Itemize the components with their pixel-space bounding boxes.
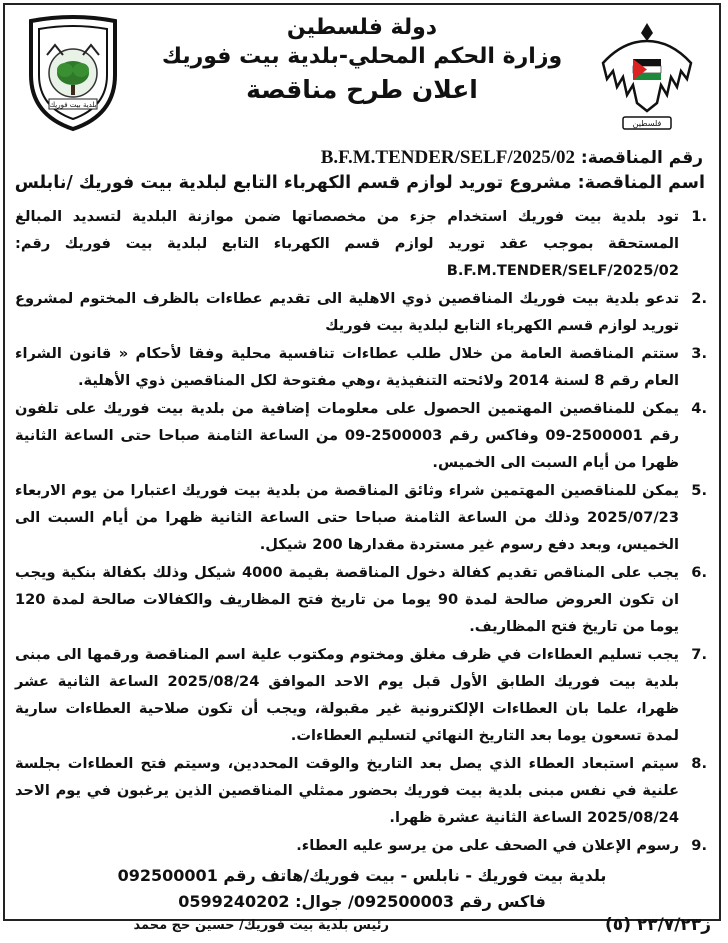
announcement-title: اعلان طرح مناقصة: [246, 75, 478, 104]
municipality-logo-icon: [23, 15, 123, 133]
municipality-logo-caption: بلدية بيت فوريك: [49, 101, 97, 109]
eagle-emblem-icon: [593, 19, 701, 137]
list-item: 9. رسوم الإعلان في الصحف على من يرسو عليه العطاء.: [296, 837, 707, 854]
list-item: 7. يجب تسليم العطاءات في ظرف مغلق ومختوم ومكتوب علية اسم المناقصة ورقمها الى مبنى بلدية بيت فوريك الطابق الأول قبل يوم الاحد الموافق 2025/08/24 الساعة الثانية عشر ظهرا، علما بان العطاءات الإلكترونية غير مقبولة، ويجب أن تكون صلاحية العطاءات سارية لمدة تسعون يوما بعد التاريخ النهائي لتسليم العطاءات.: [15, 646, 707, 744]
list-item: 1. تود بلدية بيت فوريك استخدام جزء من مخصصاتها ضمن موازنة البلدية لتسديد المبالغ المستحقة بموجب عقد توريد لوازم قسم الكهرباء التابع لبلدية بيت فوريك رقم: B.F.M.TENDER/SELF/2025/02: [15, 208, 707, 279]
list-item: 3. ستتم المناقصة العامة من خلال طلب عطاءات تنافسية محلية وفقا لأحكام « قانون الشراء العام رقم 8 لسنة 2014 ولائحته التنفيذية ،وهي مفتوحة لكل المناقصين ذوي الأهلية.: [15, 345, 707, 389]
terms-list: [5, 203, 719, 859]
project-title: اسم المناقصة: مشروع توريد لوازم قسم الكهرباء التابع لبلدية بيت فوريك /نابلس: [14, 173, 705, 193]
fax-line: فاكس رقم 092500003/ جوال: 0599240202: [178, 892, 546, 911]
list-item: 8. سيتم استبعاد العطاء الذي يصل بعد التاريخ والوقت المحددين، وسيتم فتح العطاءات بجلسة علنية في نفس مبنى بلدية بيت فوريك بحضور ممثلي المناقصين الذين يرغبون في يوم الاحد 2025/08/24 الساعة الثانية عشرة ظهرا.: [15, 755, 707, 826]
header-titles: [135, 13, 589, 104]
signature: رئيس بلدية بيت فوريك/ حسين حج محمد: [133, 918, 389, 933]
tender-announcement: [3, 3, 721, 935]
tender-number-label: رقم المناقصة:: [580, 148, 703, 168]
list-item: 2. تدعو بلدية بيت فوريك المناقصين ذوي الاهلية الى تقديم عطاءات بالظرف المختوم لمشروع توريد لوازم قسم الكهرباء التابع لبلدية بيت فوريك: [15, 290, 707, 334]
list-item: 6. يجب على المناقص تقديم كفالة دخول المناقصة بقيمة 4000 شيكل وذلك بكفالة بنكية ويجب ان تكون العروض صالحة لمدة 90 يوما من تاريخ فتح المظاريف والكفالات صالحة لمدة 120 يوما من تاريخ فتح المظاريف.: [15, 564, 707, 635]
list-item: 4. يمكن للمناقصين المهتمين الحصول على معلومات إضافية من بلدية بيت فوريك على تلفون رقم 2500001-09 وفاكس رقم 2500003-09 من الساعة الثامنة صباحا حتى الساعة الثانية ظهرا من أيام السبت الى الخميس.: [15, 400, 707, 471]
eagle-emblem-caption: فلسطين: [632, 119, 662, 128]
ministry-title: وزارة الحكم المحلي-بلدية بيت فوريك: [161, 44, 563, 69]
header: [5, 5, 719, 145]
signature-row: [5, 915, 719, 943]
flag-shield-icon: [633, 59, 661, 80]
publication-ref: ز٢٣/٧/٢٣ (٥): [605, 915, 711, 935]
contact-footer: [5, 863, 719, 915]
tender-number-code: B.F.M.TENDER/SELF/2025/02: [320, 147, 575, 168]
list-item: 5. يمكن للمناقصين المهتمين شراء وثائق المناقصة من بلدية بيت فوريك اعتبارا من يوم الاربعاء 2025/07/23 وذلك من الساعة الثامنة صباحا حتى الساعة الثانية ظهرا من أيام السبت الى الخميس، وبعد دفع رسوم غير مستردة مقدارها 200 شيكل.: [15, 482, 707, 553]
state-title: دولة فلسطين: [286, 15, 438, 40]
address-line: بلدية بيت فوريك - نابلس - بيت فوريك/هاتف رقم 092500001: [117, 866, 607, 885]
tender-number: [5, 147, 719, 169]
